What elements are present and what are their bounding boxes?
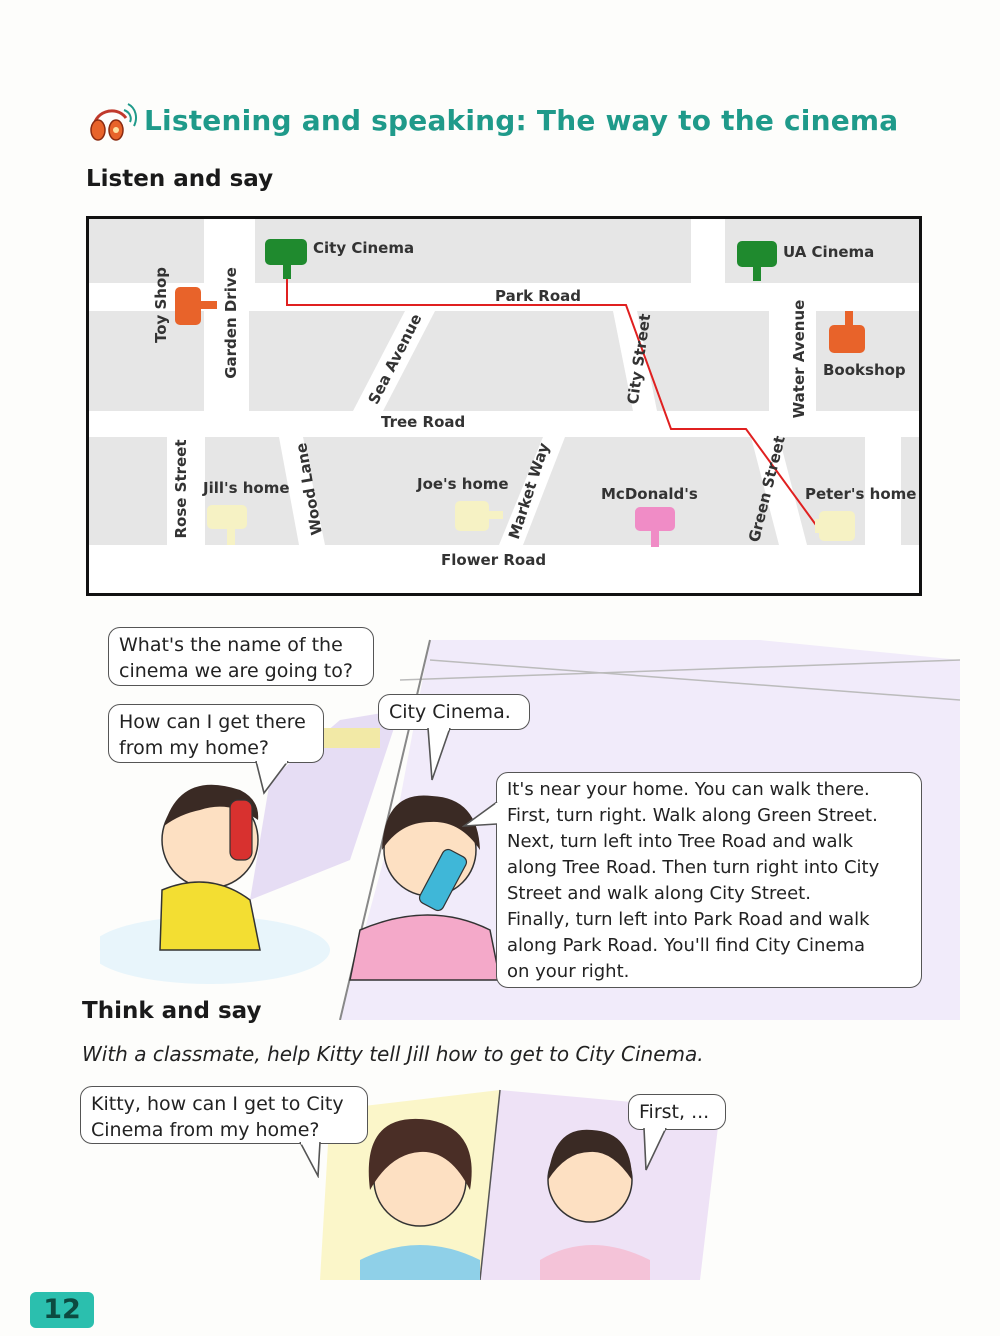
city-cinema-label: City Cinema <box>313 239 415 257</box>
think-instruction: With a classmate, help Kitty tell Jill how to get to City Cinema. <box>82 1042 704 1066</box>
bubble-line: How can I get there <box>119 711 306 733</box>
water-avenue-label: Water Avenue <box>790 299 808 419</box>
kitty-answer-cinema-bubble <box>378 694 530 730</box>
bubble-line: from my home? <box>119 737 269 759</box>
city-street-label: City Street <box>623 312 655 406</box>
tree-road-label: Tree Road <box>381 413 466 431</box>
page-title: Listening and speaking: The way to the cinema <box>144 104 899 137</box>
bubble-tail <box>462 800 498 830</box>
headphones-icon <box>86 100 138 146</box>
bubble-line: It's near your home. You can walk there. <box>507 779 870 800</box>
park-road-label: Park Road <box>495 287 582 305</box>
think-heading: Think and say <box>82 998 262 1024</box>
kitty-directions-bubble <box>496 772 922 988</box>
bubble-tail <box>640 1128 670 1172</box>
jill-question-bubble <box>80 1086 368 1144</box>
mcdonalds-label: McDonald's <box>601 485 698 503</box>
page-number: 12 <box>30 1292 94 1328</box>
joes-home-label: Joe's home <box>417 475 509 493</box>
bubble-tail <box>424 728 454 782</box>
bubble-line: Finally, turn left into Park Road and walk <box>507 909 870 930</box>
jills-home-label: Jill's home <box>203 479 290 497</box>
bookshop-label: Bookshop <box>823 361 906 379</box>
market-way-label: Market Way <box>504 440 554 542</box>
bubble-line: along Tree Road. Then turn right into City <box>507 857 880 878</box>
joe-question-cinema-bubble <box>108 627 374 686</box>
bubble-tail <box>254 761 294 795</box>
bubble-line: Kitty, how can I get to City <box>91 1093 344 1115</box>
bubble-line: on your right. <box>507 961 630 982</box>
bubble-line: Street and walk along City Street. <box>507 883 811 904</box>
bubble-line: First, ... <box>639 1101 710 1123</box>
bubble-line: First, turn right. Walk along Green Street. <box>507 805 878 826</box>
bubble-tail <box>298 1142 328 1178</box>
bubble-line: Cinema from my home? <box>91 1119 320 1141</box>
green-street-label: Green Street <box>745 434 789 544</box>
bubble-line: What's the name of the <box>119 634 343 656</box>
rose-street-label: Rose Street <box>172 439 190 539</box>
bubble-line: City Cinema. <box>389 701 511 723</box>
ua-cinema-label: UA Cinema <box>783 243 875 261</box>
kitty-first-bubble <box>628 1094 726 1130</box>
toy-shop-label: Toy Shop <box>152 266 170 344</box>
street-map <box>86 216 922 596</box>
bubble-line: Next, turn left into Tree Road and walk <box>507 831 854 852</box>
wood-lane-label: Wood Lane <box>292 441 326 537</box>
joe-question-route-bubble <box>108 704 324 763</box>
listen-heading: Listen and say <box>86 166 274 192</box>
garden-drive-label: Garden Drive <box>222 267 240 379</box>
bubble-line: along Park Road. You'll find City Cinema <box>507 935 866 956</box>
peters-home-label: Peter's home <box>805 485 917 503</box>
bubble-line: cinema we are going to? <box>119 660 353 682</box>
sea-avenue-label: Sea Avenue <box>364 310 426 408</box>
flower-road-label: Flower Road <box>441 551 547 569</box>
